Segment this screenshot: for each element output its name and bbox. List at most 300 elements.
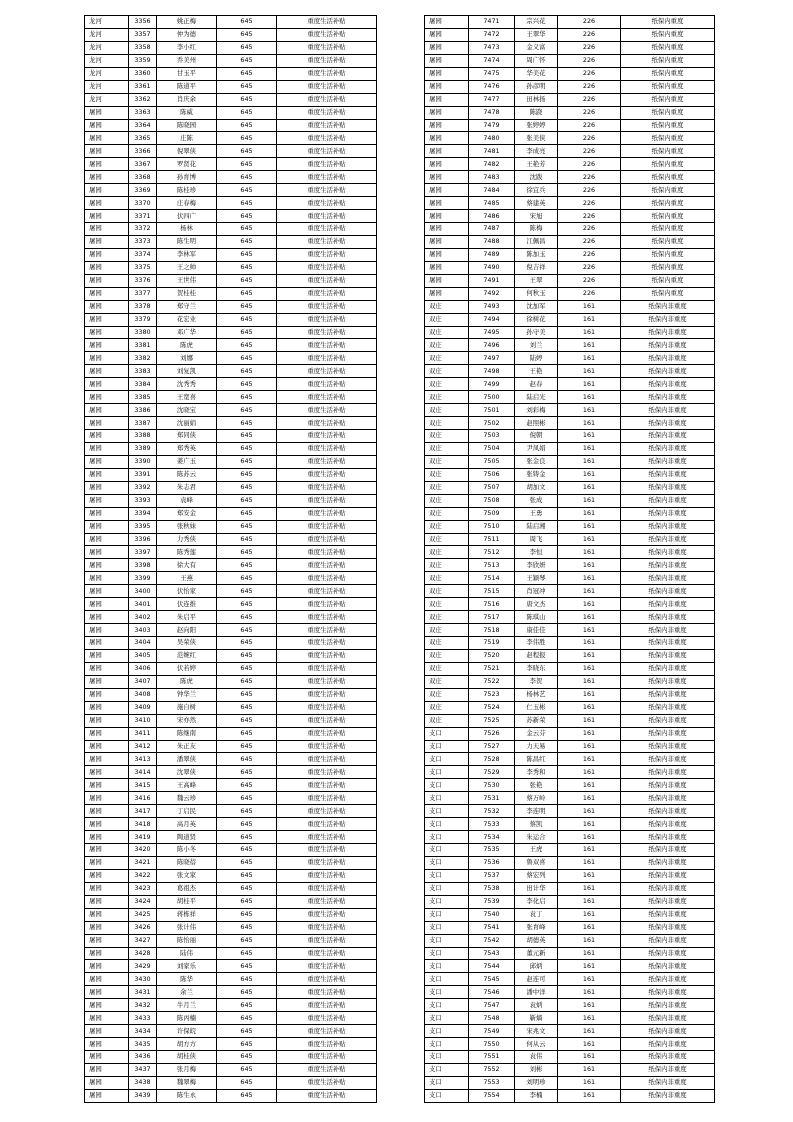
town-cell: 屠园 — [85, 119, 129, 132]
name-cell: 陈虎 — [157, 339, 217, 352]
name-cell: 刘兰 — [515, 339, 558, 352]
id-cell: 7504 — [469, 442, 515, 455]
id-cell: 3368 — [129, 171, 157, 184]
town-cell: 双庄 — [425, 442, 469, 455]
id-cell: 3403 — [129, 624, 157, 637]
category-cell: 重度生活补贴 — [277, 882, 377, 895]
amount-cell: 645 — [217, 442, 277, 455]
amount-cell: 161 — [558, 921, 621, 934]
category-cell: 纸保内非重度 — [621, 856, 715, 869]
table-row — [85, 585, 377, 598]
table-row — [85, 41, 377, 54]
name-cell: 陈虎 — [157, 675, 217, 688]
id-cell: 7489 — [469, 248, 515, 261]
amount-cell: 161 — [558, 844, 621, 857]
amount-cell: 645 — [217, 481, 277, 494]
town-cell: 屠园 — [425, 223, 469, 236]
id-cell: 7471 — [469, 16, 515, 29]
name-cell: 蔡建英 — [515, 197, 558, 210]
category-cell: 重度生活补贴 — [277, 132, 377, 145]
category-cell: 重度生活补贴 — [277, 1089, 377, 1102]
town-cell: 屠园 — [85, 701, 129, 714]
name-cell: 肖冠冲 — [515, 585, 558, 598]
table-row — [85, 1089, 377, 1102]
id-cell: 7515 — [469, 585, 515, 598]
name-cell: 丁启民 — [157, 805, 217, 818]
name-cell: 李秀和 — [515, 766, 558, 779]
amount-cell: 161 — [558, 533, 621, 546]
town-cell: 支口 — [425, 818, 469, 831]
amount-cell: 226 — [558, 106, 621, 119]
amount-cell: 645 — [217, 856, 277, 869]
id-cell: 3408 — [129, 688, 157, 701]
table-row — [85, 54, 377, 67]
id-cell: 3387 — [129, 417, 157, 430]
amount-cell: 645 — [217, 417, 277, 430]
category-cell: 重度生活补贴 — [277, 391, 377, 404]
amount-cell: 645 — [217, 132, 277, 145]
amount-cell: 226 — [558, 67, 621, 80]
town-cell: 屠园 — [425, 54, 469, 67]
town-cell: 双庄 — [425, 365, 469, 378]
table-row — [425, 93, 715, 106]
amount-cell: 645 — [217, 598, 277, 611]
id-cell: 3433 — [129, 1012, 157, 1025]
amount-cell: 645 — [217, 882, 277, 895]
id-cell: 7475 — [469, 67, 515, 80]
amount-cell: 645 — [217, 468, 277, 481]
table-row — [425, 1076, 715, 1089]
category-cell: 纸保内非重度 — [621, 1038, 715, 1051]
name-cell: 陈琪山 — [515, 611, 558, 624]
amount-cell: 161 — [558, 624, 621, 637]
town-cell: 屠园 — [85, 818, 129, 831]
id-cell: 7551 — [469, 1051, 515, 1064]
id-cell: 3413 — [129, 753, 157, 766]
town-cell: 屠园 — [85, 546, 129, 559]
table-row — [425, 766, 715, 779]
amount-cell: 645 — [217, 986, 277, 999]
town-cell: 屠园 — [85, 235, 129, 248]
id-cell: 7525 — [469, 714, 515, 727]
id-cell: 7476 — [469, 80, 515, 93]
name-cell: 杨林 — [157, 223, 217, 236]
name-cell: 张艳 — [515, 779, 558, 792]
category-cell: 重度生活补贴 — [277, 274, 377, 287]
category-cell: 纸保内重度 — [621, 41, 715, 54]
name-cell: 刘家乐 — [157, 960, 217, 973]
category-cell: 重度生活补贴 — [277, 792, 377, 805]
category-cell: 纸保内重度 — [621, 197, 715, 210]
name-cell: 潘中洋 — [515, 986, 558, 999]
town-cell: 屠园 — [425, 93, 469, 106]
id-cell: 3393 — [129, 494, 157, 507]
category-cell: 纸保内非重度 — [621, 520, 715, 533]
town-cell: 龙河 — [85, 16, 129, 29]
category-cell: 纸保内非重度 — [621, 960, 715, 973]
name-cell: 李化启 — [515, 895, 558, 908]
id-cell: 3370 — [129, 197, 157, 210]
town-cell: 双庄 — [425, 326, 469, 339]
category-cell: 纸保内非重度 — [621, 624, 715, 637]
amount-cell: 226 — [558, 16, 621, 29]
name-cell: 陈继南 — [157, 727, 217, 740]
id-cell: 3411 — [129, 727, 157, 740]
id-cell: 3385 — [129, 391, 157, 404]
amount-cell: 645 — [217, 1089, 277, 1102]
amount-cell: 226 — [558, 223, 621, 236]
name-cell: 钟华兰 — [157, 688, 217, 701]
amount-cell: 645 — [217, 1076, 277, 1089]
table-row — [425, 908, 715, 921]
category-cell: 重度生活补贴 — [277, 999, 377, 1012]
town-cell: 双庄 — [425, 352, 469, 365]
id-cell: 3415 — [129, 779, 157, 792]
town-cell: 支口 — [425, 779, 469, 792]
name-cell: 王虎 — [515, 844, 558, 857]
table-row — [425, 869, 715, 882]
name-cell: 金云芬 — [515, 727, 558, 740]
name-cell: 庄春梅 — [157, 197, 217, 210]
table-row — [85, 119, 377, 132]
table-row — [425, 404, 715, 417]
amount-cell: 645 — [217, 818, 277, 831]
amount-cell: 161 — [558, 986, 621, 999]
name-cell: 陈跷 — [515, 106, 558, 119]
name-cell: 李恒 — [515, 546, 558, 559]
town-cell: 双庄 — [425, 624, 469, 637]
name-cell: 周广怀 — [515, 54, 558, 67]
id-cell: 7474 — [469, 54, 515, 67]
table-row — [85, 300, 377, 313]
table-row — [85, 93, 377, 106]
town-cell: 屠园 — [425, 80, 469, 93]
category-cell: 纸保内非重度 — [621, 921, 715, 934]
town-cell: 屠园 — [425, 235, 469, 248]
town-cell: 支口 — [425, 1051, 469, 1064]
name-cell: 陆伟 — [157, 947, 217, 960]
name-cell: 倪朝 — [515, 430, 558, 443]
category-cell: 纸保内非重度 — [621, 805, 715, 818]
id-cell: 7533 — [469, 818, 515, 831]
table-row — [85, 533, 377, 546]
id-cell: 7485 — [469, 197, 515, 210]
category-cell: 纸保内非重度 — [621, 300, 715, 313]
amount-cell: 161 — [558, 999, 621, 1012]
town-cell: 屠园 — [85, 856, 129, 869]
name-cell: 李伟胜 — [515, 637, 558, 650]
name-cell: 陈昌红 — [515, 753, 558, 766]
table-row — [425, 481, 715, 494]
table-row — [425, 261, 715, 274]
town-cell: 双庄 — [425, 585, 469, 598]
id-cell: 7535 — [469, 844, 515, 857]
category-cell: 纸保内非重度 — [621, 766, 715, 779]
id-cell: 7530 — [469, 779, 515, 792]
id-cell: 3422 — [129, 869, 157, 882]
table-row — [425, 274, 715, 287]
category-cell: 纸保内重度 — [621, 261, 715, 274]
name-cell: 牛月兰 — [157, 999, 217, 1012]
id-cell: 7546 — [469, 986, 515, 999]
name-cell: 吴荣侠 — [157, 637, 217, 650]
name-cell: 乔美州 — [157, 54, 217, 67]
town-cell: 屠园 — [425, 106, 469, 119]
town-cell: 双庄 — [425, 714, 469, 727]
table-row — [425, 986, 715, 999]
name-cell: 孙育博 — [157, 171, 217, 184]
category-cell: 重度生活补贴 — [277, 1012, 377, 1025]
id-cell: 7510 — [469, 520, 515, 533]
table-row — [85, 352, 377, 365]
amount-cell: 226 — [558, 184, 621, 197]
name-cell: 郑秀英 — [157, 442, 217, 455]
id-cell: 3399 — [129, 572, 157, 585]
id-cell: 7482 — [469, 158, 515, 171]
id-cell: 3358 — [129, 41, 157, 54]
id-cell: 7473 — [469, 41, 515, 54]
id-cell: 3438 — [129, 1076, 157, 1089]
name-cell: 江佩昌 — [515, 235, 558, 248]
table-row — [85, 856, 377, 869]
name-cell: 张月梅 — [157, 1063, 217, 1076]
town-cell: 双庄 — [425, 404, 469, 417]
id-cell: 3359 — [129, 54, 157, 67]
category-cell: 重度生活补贴 — [277, 404, 377, 417]
category-cell: 纸保内非重度 — [621, 1025, 715, 1038]
table-row — [425, 184, 715, 197]
id-cell: 7506 — [469, 468, 515, 481]
table-row — [85, 391, 377, 404]
town-cell: 屠园 — [425, 119, 469, 132]
id-cell: 3379 — [129, 313, 157, 326]
name-cell: 余兰 — [157, 986, 217, 999]
category-cell: 重度生活补贴 — [277, 119, 377, 132]
town-cell: 双庄 — [425, 559, 469, 572]
id-cell: 7500 — [469, 391, 515, 404]
town-cell: 双庄 — [425, 339, 469, 352]
category-cell: 纸保内重度 — [621, 274, 715, 287]
table-row — [85, 430, 377, 443]
amount-cell: 161 — [558, 494, 621, 507]
town-cell: 屠园 — [85, 805, 129, 818]
amount-cell: 645 — [217, 921, 277, 934]
amount-cell: 645 — [217, 714, 277, 727]
category-cell: 纸保内非重度 — [621, 585, 715, 598]
id-cell: 3432 — [129, 999, 157, 1012]
amount-cell: 161 — [558, 856, 621, 869]
name-cell: 鲁双喜 — [515, 856, 558, 869]
town-cell: 屠园 — [85, 960, 129, 973]
town-cell: 屠园 — [85, 520, 129, 533]
town-cell: 屠园 — [85, 727, 129, 740]
name-cell: 杨林艺 — [515, 688, 558, 701]
table-row — [85, 210, 377, 223]
name-cell: 倪吉祥 — [515, 261, 558, 274]
name-cell: 袁炳 — [515, 999, 558, 1012]
table-row — [85, 339, 377, 352]
town-cell: 双庄 — [425, 378, 469, 391]
id-cell: 3418 — [129, 818, 157, 831]
category-cell: 重度生活补贴 — [277, 869, 377, 882]
category-cell: 纸保内非重度 — [621, 934, 715, 947]
amount-cell: 226 — [558, 274, 621, 287]
id-cell: 3421 — [129, 856, 157, 869]
id-cell: 7503 — [469, 430, 515, 443]
town-cell: 屠园 — [85, 365, 129, 378]
category-cell: 重度生活补贴 — [277, 1063, 377, 1076]
table-row — [425, 54, 715, 67]
town-cell: 屠园 — [85, 766, 129, 779]
town-cell: 屠园 — [85, 934, 129, 947]
name-cell: 康佳佳 — [515, 624, 558, 637]
amount-cell: 161 — [558, 1038, 621, 1051]
id-cell: 3425 — [129, 908, 157, 921]
id-cell: 3389 — [129, 442, 157, 455]
name-cell: 朱运合 — [515, 831, 558, 844]
id-cell: 3380 — [129, 326, 157, 339]
town-cell: 屠园 — [425, 248, 469, 261]
id-cell: 7487 — [469, 223, 515, 236]
id-cell: 7527 — [469, 740, 515, 753]
category-cell: 纸保内非重度 — [621, 818, 715, 831]
id-cell: 3429 — [129, 960, 157, 973]
name-cell: 伏若婷 — [157, 662, 217, 675]
category-cell: 重度生活补贴 — [277, 533, 377, 546]
table-row — [85, 624, 377, 637]
table-row — [85, 1051, 377, 1064]
table-row — [85, 611, 377, 624]
id-cell: 7523 — [469, 688, 515, 701]
town-cell: 双庄 — [425, 701, 469, 714]
category-cell: 重度生活补贴 — [277, 326, 377, 339]
table-row — [425, 805, 715, 818]
name-cell: 蒋栋祥 — [157, 908, 217, 921]
table-row — [425, 145, 715, 158]
amount-cell: 645 — [217, 223, 277, 236]
table-row — [85, 468, 377, 481]
table-row — [425, 106, 715, 119]
table-row — [425, 223, 715, 236]
name-cell: 陈丙楠 — [157, 1012, 217, 1025]
amount-cell: 161 — [558, 1076, 621, 1089]
town-cell: 双庄 — [425, 675, 469, 688]
town-cell: 支口 — [425, 960, 469, 973]
amount-cell: 161 — [558, 792, 621, 805]
town-cell: 支口 — [425, 1063, 469, 1076]
category-cell: 重度生活补贴 — [277, 184, 377, 197]
category-cell: 纸保内非重度 — [621, 339, 715, 352]
amount-cell: 161 — [558, 455, 621, 468]
id-cell: 3364 — [129, 119, 157, 132]
amount-cell: 645 — [217, 520, 277, 533]
town-cell: 屠园 — [425, 261, 469, 274]
town-cell: 屠园 — [85, 132, 129, 145]
town-cell: 屠园 — [85, 352, 129, 365]
amount-cell: 226 — [558, 54, 621, 67]
category-cell: 纸保内非重度 — [621, 753, 715, 766]
amount-cell: 645 — [217, 106, 277, 119]
town-cell: 屠园 — [85, 986, 129, 999]
category-cell: 纸保内非重度 — [621, 688, 715, 701]
id-cell: 3378 — [129, 300, 157, 313]
town-cell: 屠园 — [85, 624, 129, 637]
table-row — [85, 520, 377, 533]
id-cell: 7481 — [469, 145, 515, 158]
amount-cell: 645 — [217, 67, 277, 80]
town-cell: 支口 — [425, 1089, 469, 1102]
category-cell: 纸保内非重度 — [621, 404, 715, 417]
amount-cell: 645 — [217, 404, 277, 417]
town-cell: 双庄 — [425, 662, 469, 675]
category-cell: 重度生活补贴 — [277, 67, 377, 80]
id-cell: 7540 — [469, 908, 515, 921]
id-cell: 3376 — [129, 274, 157, 287]
name-cell: 李贺 — [515, 675, 558, 688]
table-row — [425, 520, 715, 533]
id-cell: 3356 — [129, 16, 157, 29]
amount-cell: 161 — [558, 404, 621, 417]
table-row — [85, 287, 377, 300]
id-cell: 7497 — [469, 352, 515, 365]
id-cell: 3372 — [129, 223, 157, 236]
town-cell: 支口 — [425, 856, 469, 869]
category-cell: 纸保内非重度 — [621, 533, 715, 546]
amount-cell: 161 — [558, 805, 621, 818]
category-cell: 重度生活补贴 — [277, 468, 377, 481]
category-cell: 纸保内重度 — [621, 287, 715, 300]
amount-cell: 645 — [217, 54, 277, 67]
name-cell: 郑同侠 — [157, 430, 217, 443]
table-row — [425, 559, 715, 572]
amount-cell: 645 — [217, 960, 277, 973]
id-cell: 3398 — [129, 559, 157, 572]
name-cell: 胡桂平 — [157, 895, 217, 908]
name-cell: 张铸金 — [515, 468, 558, 481]
amount-cell: 226 — [558, 210, 621, 223]
table-row — [85, 701, 377, 714]
amount-cell: 226 — [558, 132, 621, 145]
category-cell: 纸保内非重度 — [621, 662, 715, 675]
amount-cell: 161 — [558, 831, 621, 844]
category-cell: 重度生活补贴 — [277, 287, 377, 300]
amount-cell: 226 — [558, 261, 621, 274]
table-row — [85, 766, 377, 779]
category-cell: 重度生活补贴 — [277, 1051, 377, 1064]
amount-cell: 161 — [558, 973, 621, 986]
amount-cell: 645 — [217, 675, 277, 688]
id-cell: 3414 — [129, 766, 157, 779]
id-cell: 7472 — [469, 28, 515, 41]
category-cell: 重度生活补贴 — [277, 430, 377, 443]
category-cell: 纸保内非重度 — [621, 494, 715, 507]
amount-cell: 645 — [217, 792, 277, 805]
name-cell: 朱正友 — [157, 740, 217, 753]
id-cell: 7492 — [469, 287, 515, 300]
id-cell: 7534 — [469, 831, 515, 844]
amount-cell: 645 — [217, 533, 277, 546]
town-cell: 屠园 — [85, 714, 129, 727]
amount-cell: 645 — [217, 494, 277, 507]
town-cell: 屠园 — [425, 41, 469, 54]
amount-cell: 645 — [217, 766, 277, 779]
amount-cell: 645 — [217, 999, 277, 1012]
name-cell: 陈桂珍 — [157, 184, 217, 197]
amount-cell: 645 — [217, 688, 277, 701]
category-cell: 重度生活补贴 — [277, 572, 377, 585]
table-row — [425, 468, 715, 481]
table-row — [85, 1012, 377, 1025]
